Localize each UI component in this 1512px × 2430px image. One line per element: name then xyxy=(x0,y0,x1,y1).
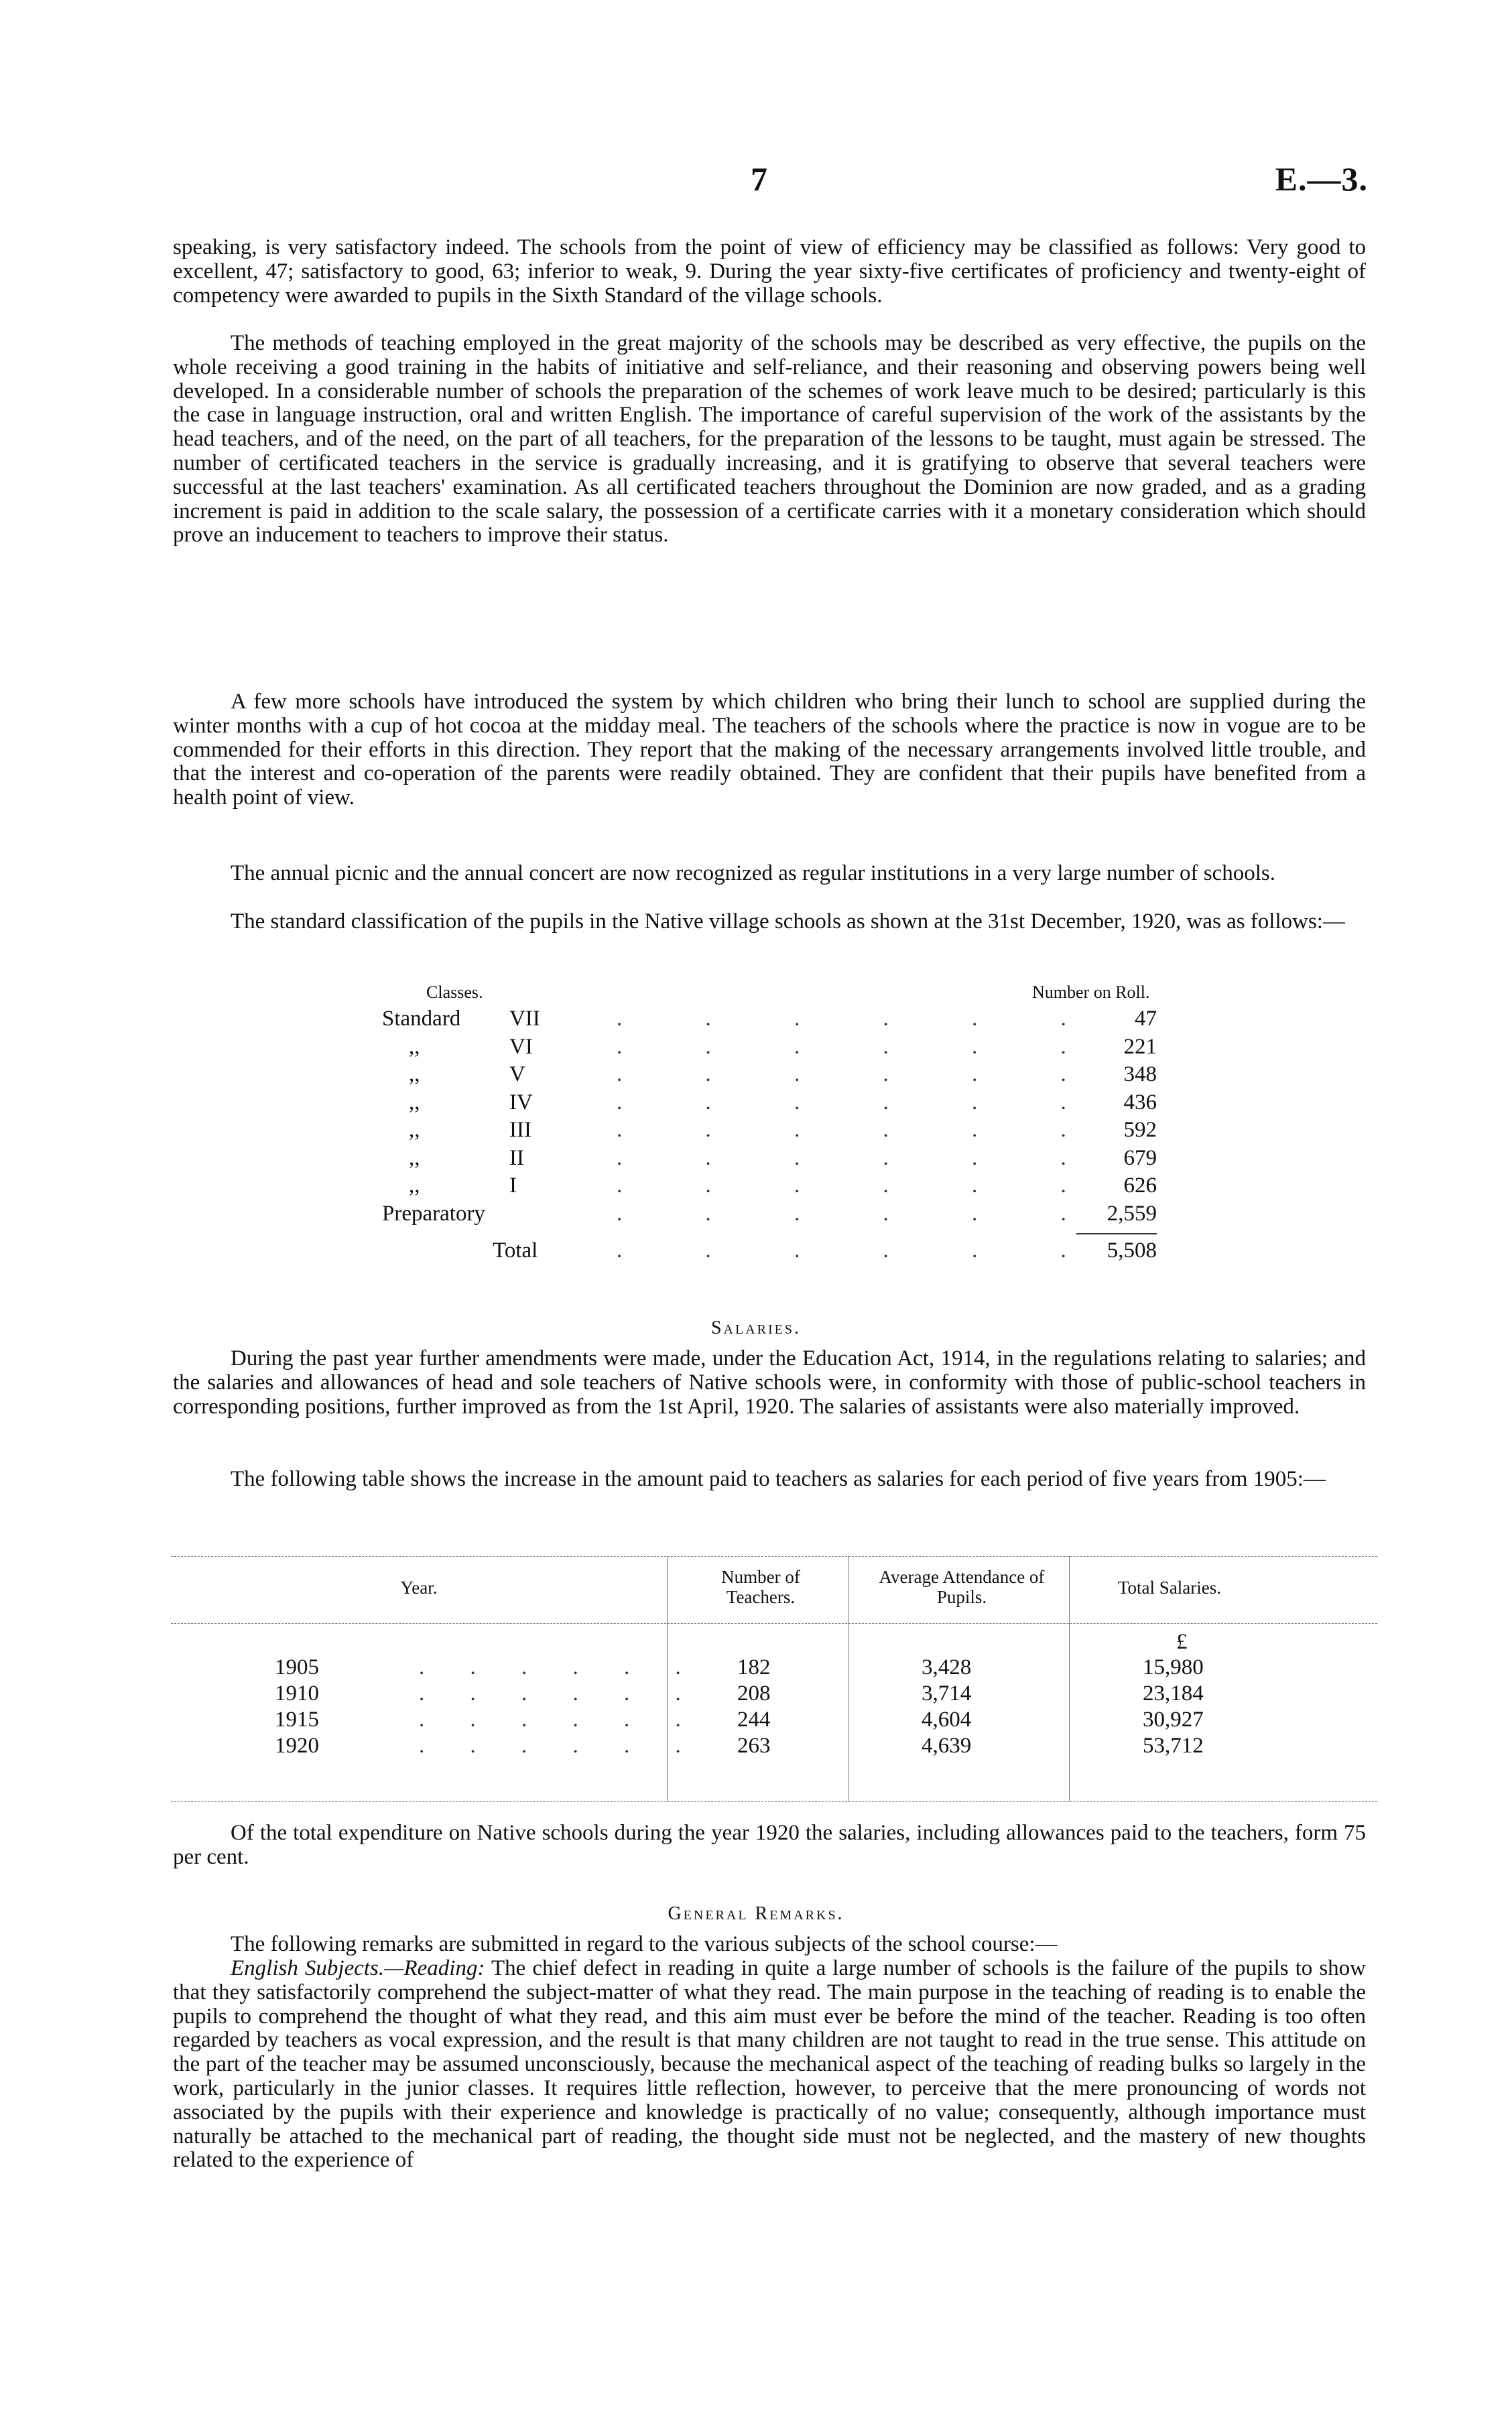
salaries-cell: 53,712 xyxy=(1143,1734,1204,1758)
row-value: 348 xyxy=(1123,1062,1157,1086)
paragraph-salary-amendments: During the past year further amendments were made, under the Education Act, 1914, in the regulations relating to salaries; and the salaries and allowances of head and sole teachers of Native schools were, in conformity with those of public-school teachers in corresponding positions, further improved as from the 1st April, 1920. The salaries of assistants were also materially improved. xyxy=(173,1346,1366,1419)
teachers-cell: 182 xyxy=(737,1655,771,1679)
row-value: 221 xyxy=(1123,1034,1157,1059)
dot-leader: . . . . . . xyxy=(617,1118,1105,1142)
reading-text: The chief defect in reading in quite a large number of schools is the failure of the pupils to show that they satisfactorily comprehend the subject-matter of what they read. The main purpose in the teaching of reading is to enable the pupils to comprehend the thought of what they read, and this aim must ever be before the mind of the teacher. Reading is too often regarded by teachers as vocal expression, and the result is that many children are not taught to read in the true sense. This attitude on the part of the teacher may be assumed unconsciously, because the mechanical aspect of the teaching of reading bulks so largely in the work, particularly in the junior classes. It requires little reflection, however, to perceive that the mere pronouncing of words not associated by the pupils with their experience and knowledge is practically of no value; consequently, although importance must naturally be attached to the mechanical part of reading, the thought side must not be neglected, and the mastery of new thoughts related to the experience of xyxy=(173,1956,1367,2173)
paragraph-reading xyxy=(173,1957,1366,2173)
dot-leader: . . . . . . xyxy=(617,1238,1105,1263)
year-cell: 1905 xyxy=(275,1655,319,1679)
ditto-mark: ,, xyxy=(409,1062,420,1086)
table-row xyxy=(382,1146,1240,1174)
reading-subject-label: English Subjects.—Reading: xyxy=(231,1956,485,1980)
table-top-rule xyxy=(171,1556,1377,1557)
row-numeral: V xyxy=(509,1062,525,1086)
paragraph-expenditure: Of the total expenditure on Native schools during the year 1920 the salaries, including allowances paid to the teachers, form 75 per cent. xyxy=(173,1821,1366,1869)
dot-leader: . . . . . . xyxy=(617,1090,1105,1114)
general-remarks-heading: General Remarks. xyxy=(668,1903,844,1924)
table-header-rule xyxy=(171,1623,1377,1624)
paragraph-cocoa: A few more schools have introduced the system by which children who bring their lunch to school are supplied during the winter months with a cup of hot cocoa at the midday meal. The teachers of the schools where the practice is now in vogue are to be commended for their efforts in this direction. They report that the making of the necessary arrangements involved little trouble, and that the interest and co-operation of the parents were readily obtained. They are confident that their pupils have benefited from a health point of view. xyxy=(173,690,1366,810)
attendance-cell: 3,714 xyxy=(922,1681,972,1706)
table-row xyxy=(382,1007,1240,1035)
row-value: 592 xyxy=(1123,1118,1157,1142)
dot-leader: . . . . . . xyxy=(617,1145,1105,1170)
attendance-cell: 4,604 xyxy=(922,1708,972,1732)
row-value: 679 xyxy=(1123,1145,1157,1170)
classes-column-header: Classes. xyxy=(426,982,483,1002)
attendance-column-header: Average Attendance of Pupils. xyxy=(879,1567,1045,1607)
total-rule xyxy=(1076,1233,1157,1234)
attendance-cell: 4,639 xyxy=(922,1734,972,1758)
year-cell: 1915 xyxy=(275,1708,319,1732)
paragraph-picnic: The annual picnic and the annual concert are now recognized as regular institutions in a very large number of schools. xyxy=(231,861,1276,885)
standards-table xyxy=(382,982,1240,1267)
year-column-header: Year. xyxy=(400,1578,438,1598)
total-label: Total xyxy=(493,1238,538,1263)
ditto-mark: ,, xyxy=(409,1034,420,1059)
paragraph-classification: The standard classification of the pupils in the Native village schools as shown at the 31st December, 1920, was as follows:— xyxy=(231,909,1345,934)
teachers-cell: 244 xyxy=(737,1708,771,1732)
row-numeral: I xyxy=(509,1173,517,1198)
attendance-cell: 3,428 xyxy=(922,1655,972,1679)
year-cell: 1920 xyxy=(275,1734,319,1758)
page-number: 7 xyxy=(751,160,767,198)
row-value: 626 xyxy=(1123,1173,1157,1198)
row-numeral: VI xyxy=(509,1034,533,1059)
total-row xyxy=(382,1238,1240,1267)
standards-table-header xyxy=(382,982,1240,1007)
ditto-mark: ,, xyxy=(409,1118,420,1142)
paragraph-salary-table-intro: The following table shows the increase in the amount paid to teachers as salaries for each period of five years from 1905:— xyxy=(231,1467,1326,1491)
row-value: 47 xyxy=(1135,1007,1157,1031)
row-label: Preparatory xyxy=(382,1201,485,1226)
table-row xyxy=(382,1202,1240,1230)
ditto-mark: ,, xyxy=(409,1145,420,1170)
table-row xyxy=(382,1118,1240,1146)
column-divider xyxy=(1069,1556,1070,1801)
row-value: 2,559 xyxy=(1107,1201,1157,1226)
year-cell: 1910 xyxy=(275,1681,319,1706)
table-row xyxy=(382,1035,1240,1063)
salaries-cell: 15,980 xyxy=(1143,1655,1204,1679)
salaries-column-header: Total Salaries. xyxy=(1117,1578,1222,1598)
row-label: Standard xyxy=(382,1007,461,1031)
row-value: 436 xyxy=(1123,1090,1157,1114)
dot-leader: . . . . . . xyxy=(617,1201,1105,1226)
paragraph-efficiency: speaking, is very satisfactory indeed. The schools from the point of view of efficiency may be classified as follows: Very good to excellent, 47; satisfactory to good, 63; inferior to weak, 9. During the year sixty-five certificates of proficiency and twenty-eight of competency were awarded to pupils in the Sixth Standard of the village schools. xyxy=(173,235,1366,308)
dot-leader: . . . . . . xyxy=(617,1007,1105,1031)
dot-leader: . . . . . . xyxy=(419,1681,701,1706)
ditto-mark: ,, xyxy=(409,1173,420,1198)
table-row xyxy=(382,1173,1240,1202)
teachers-column-header: Number of Teachers. xyxy=(721,1567,800,1607)
row-numeral: VII xyxy=(509,1007,540,1031)
ditto-mark: ,, xyxy=(409,1090,420,1114)
total-value: 5,508 xyxy=(1107,1238,1157,1263)
table-bottom-rule xyxy=(171,1801,1377,1802)
report-code: E.—3. xyxy=(1275,160,1368,198)
dot-leader: . . . . . . xyxy=(617,1034,1105,1059)
table-row xyxy=(382,1062,1240,1090)
salaries-cell: 30,927 xyxy=(1143,1708,1204,1732)
dot-leader: . . . . . . xyxy=(419,1655,701,1679)
teachers-cell: 263 xyxy=(737,1734,771,1758)
dot-leader: . . . . . . xyxy=(617,1173,1105,1198)
salaries-heading: Salaries. xyxy=(710,1318,801,1338)
salary-table xyxy=(171,1556,1377,1803)
row-numeral: III xyxy=(509,1118,531,1142)
table-row xyxy=(382,1090,1240,1118)
dot-leader: . . . . . . xyxy=(617,1062,1105,1086)
paragraph-remarks-intro: The following remarks are submitted in regard to the various subjects of the school course:— xyxy=(231,1932,1058,1956)
dot-leader: . . . . . . xyxy=(419,1708,701,1732)
row-numeral: IV xyxy=(509,1090,533,1114)
row-numeral: II xyxy=(509,1145,524,1170)
currency-symbol: £ xyxy=(1176,1630,1188,1654)
total-rule-row xyxy=(382,1229,1240,1238)
paragraph-teaching-methods: The methods of teaching employed in the great majority of the schools may be described as very effective, the pupils on the whole receiving a good training in the habits of initiative and self-reliance, and their reasoning and observing powers being well developed. In a considerable number of schools the preparation of the schemes of work leave much to be desired; particularly is this the case in language instruction, oral and written English. The importance of careful supervision of the work of the assistants by the head teachers, and of the need, on the part of all teachers, for the preparation of the lessons to be taught, must again be stressed. The number of certificated teachers in the service is gradually increasing, and it is gratifying to observe that several teachers were successful at the last teachers' examination. As all certificated teachers throughout the Dominion are now graded, and as a grading increment is paid in addition to the scale salary, the possession of a certificate carries with it a monetary consideration which should prove an inducement to teachers to improve their status. xyxy=(173,331,1366,548)
teachers-cell: 208 xyxy=(737,1681,771,1706)
salaries-cell: 23,184 xyxy=(1143,1681,1204,1706)
number-on-roll-column-header: Number on Roll. xyxy=(1032,982,1150,1002)
dot-leader: . . . . . . xyxy=(419,1734,701,1758)
